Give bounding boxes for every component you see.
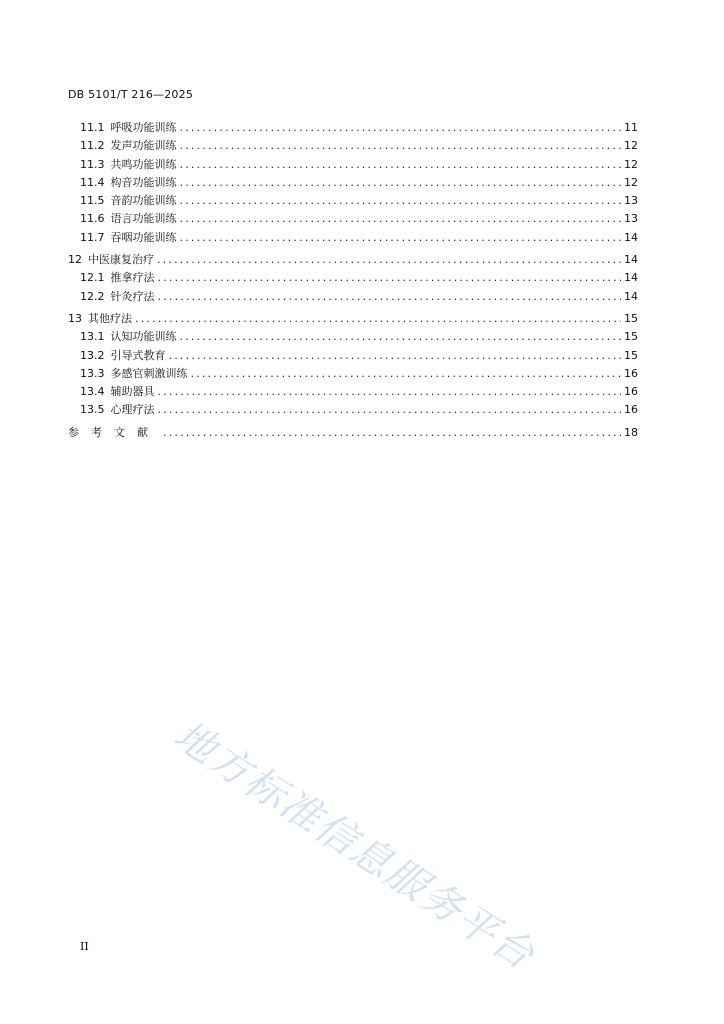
- toc-leader-dots: [158, 269, 622, 287]
- toc-entry-page: 14: [624, 271, 638, 285]
- toc-entry-title: 其他疗法: [88, 311, 132, 325]
- toc-entry-title: 引导式教育: [110, 348, 166, 362]
- toc-entry-page: 13: [624, 212, 638, 226]
- toc-entry-title: 推拿疗法: [110, 271, 155, 285]
- toc-entry-title: 发声功能训练: [110, 139, 177, 153]
- toc-entry-page: 16: [624, 366, 638, 380]
- toc-entry-page: 12: [624, 139, 638, 153]
- toc-entry-number: 12.1: [80, 271, 105, 285]
- toc-entry-page: 14: [624, 289, 638, 303]
- toc-entry-page: 16: [624, 385, 638, 399]
- toc-leader-dots: [157, 251, 621, 269]
- toc-leader-dots: [180, 174, 622, 192]
- toc-entry-number: 11.1: [80, 121, 105, 134]
- toc-leader-dots: [180, 229, 622, 247]
- toc-entry[interactable]: [68, 269, 638, 287]
- toc-entry-number: 12.2: [80, 289, 105, 303]
- toc-entry-number: 11.4: [80, 175, 105, 189]
- toc-entry[interactable]: [68, 210, 638, 228]
- toc-leader-dots: [180, 328, 622, 346]
- toc-leader-dots: [169, 347, 622, 365]
- toc-entry-page: 18: [624, 425, 638, 439]
- toc-entry-page: 15: [624, 311, 638, 325]
- toc-entry[interactable]: [68, 383, 638, 401]
- toc-entry-title: 心理疗法: [110, 403, 155, 417]
- toc-leader-dots: [163, 424, 621, 442]
- toc-entry-number: 11.6: [80, 212, 105, 226]
- toc-entry-number: 11.5: [80, 194, 105, 208]
- toc-entry-number: 13.4: [80, 385, 105, 399]
- toc-entry-title: 构音功能训练: [110, 175, 177, 189]
- toc-entry[interactable]: [68, 119, 638, 137]
- toc-entry-title: 呼吸功能训练: [110, 121, 177, 134]
- toc-entry[interactable]: [68, 137, 638, 155]
- toc-leader-dots: [180, 137, 622, 155]
- toc-entry[interactable]: [68, 229, 638, 247]
- toc-entry-number: 12: [68, 253, 82, 267]
- toc-entry-number: 11.7: [80, 230, 105, 244]
- toc-entry-title: 共鸣功能训练: [110, 157, 177, 171]
- toc-entry[interactable]: [68, 192, 638, 210]
- toc-entry-title: 参考文献: [68, 425, 160, 439]
- toc-entry-title: 语言功能训练: [110, 212, 177, 226]
- toc-section-entry[interactable]: [68, 310, 638, 328]
- page-number: II: [80, 940, 89, 953]
- toc-entry-page: 12: [624, 157, 638, 171]
- toc-entry-number: 11.3: [80, 157, 105, 171]
- toc-entry[interactable]: [68, 328, 638, 346]
- toc-entry-title: 针灸疗法: [110, 289, 155, 303]
- toc-references-entry[interactable]: [68, 424, 638, 442]
- table-of-contents: [68, 119, 638, 442]
- toc-entry-title: 辅助器具: [110, 385, 155, 399]
- toc-leader-dots: [191, 365, 622, 383]
- toc-entry[interactable]: [68, 174, 638, 192]
- watermark: 地方标准信息服务平台: [165, 712, 543, 980]
- toc-entry-number: 11.2: [80, 139, 105, 153]
- toc-entry-title: 多感官刺激训练: [110, 366, 188, 380]
- toc-section-entry[interactable]: [68, 251, 638, 269]
- toc-entry[interactable]: [68, 288, 638, 306]
- toc-leader-dots: [135, 310, 621, 328]
- toc-entry-page: 15: [624, 348, 638, 362]
- toc-entry[interactable]: [68, 156, 638, 174]
- toc-entry-page: 14: [624, 253, 638, 267]
- toc-leader-dots: [180, 192, 622, 210]
- toc-entry-title: 音韵功能训练: [110, 194, 177, 208]
- toc-entry-number: 13.3: [80, 366, 105, 380]
- toc-leader-dots: [158, 288, 622, 306]
- toc-entry-title: 吞咽功能训练: [110, 230, 177, 244]
- toc-entry-title: 中医康复治疗: [88, 253, 154, 267]
- toc-entry[interactable]: [68, 347, 638, 365]
- toc-entry-page: 12: [624, 175, 638, 189]
- toc-entry-number: 13.5: [80, 403, 105, 417]
- toc-entry-page: 11: [624, 121, 638, 134]
- toc-entry-number: 13: [68, 311, 82, 325]
- toc-entry-page: 16: [624, 403, 638, 417]
- toc-entry-page: 13: [624, 194, 638, 208]
- toc-leader-dots: [180, 210, 622, 228]
- toc-entry[interactable]: [68, 401, 638, 419]
- toc-leader-dots: [158, 383, 622, 401]
- toc-entry[interactable]: [68, 365, 638, 383]
- toc-entry-number: 13.2: [80, 348, 105, 362]
- toc-entry-number: 13.1: [80, 330, 105, 344]
- toc-entry-page: 14: [624, 230, 638, 244]
- document-header-id: DB 5101/T 216—2025: [68, 88, 194, 101]
- toc-entry-page: 15: [624, 330, 638, 344]
- toc-entry-title: 认知功能训练: [110, 330, 177, 344]
- toc-leader-dots: [180, 156, 622, 174]
- toc-leader-dots: [158, 401, 622, 419]
- toc-leader-dots: [180, 119, 622, 137]
